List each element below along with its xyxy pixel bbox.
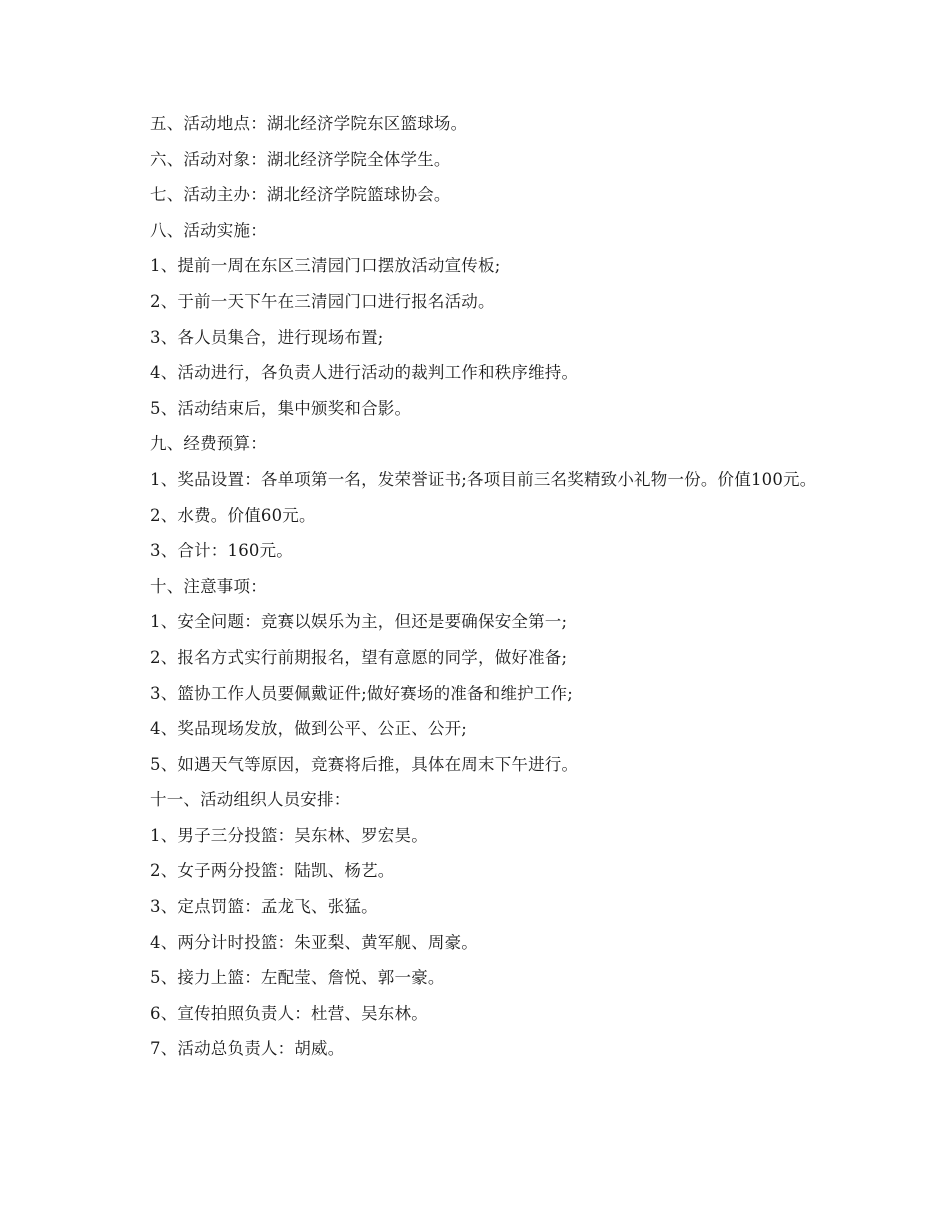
paragraph-organizer: 七、活动主办：湖北经济学院篮球协会。 [150, 185, 451, 205]
list-item: 7、活动总负责人：胡威。 [150, 1039, 345, 1059]
section-heading-staff: 十一、活动组织人员安排： [150, 790, 351, 810]
list-item: 4、两分计时投篮：朱亚梨、黄军舰、周豪。 [150, 932, 478, 952]
list-item: 4、活动进行，各负责人进行活动的裁判工作和秩序维持。 [150, 363, 579, 383]
section-heading-implementation: 八、活动实施： [150, 220, 267, 240]
list-item: 3、定点罚篮：孟龙飞、张猛。 [150, 897, 378, 917]
paragraph-venue: 五、活动地点：湖北经济学院东区篮球场。 [150, 114, 468, 133]
list-item: 5、接力上篮：左配莹、詹悦、郭一豪。 [150, 968, 445, 988]
list-item: 1、奖品设置：各单项第一名，发荣誉证书;各项目前三名奖精致小礼物一份。价值100元。 [150, 469, 817, 489]
section-heading-budget: 九、经费预算： [150, 434, 267, 454]
list-item: 4、奖品现场发放，做到公平、公正、公开; [150, 719, 468, 739]
list-item: 3、篮协工作人员要佩戴证件;做好赛场的准备和维护工作; [150, 683, 574, 703]
list-item: 2、报名方式实行前期报名，望有意愿的同学，做好准备; [150, 647, 568, 667]
list-item: 2、于前一天下午在三清园门口进行报名活动。 [150, 291, 495, 311]
list-item: 5、如遇天气等原因，竞赛将后推，具体在周末下午进行。 [150, 754, 579, 774]
list-item: 3、合计：160元。 [150, 541, 293, 561]
list-item: 2、水费。价值60元。 [150, 505, 316, 525]
section-heading-notes: 十、注意事项： [150, 576, 267, 596]
list-item: 3、各人员集合，进行现场布置; [150, 327, 384, 347]
list-item: 2、女子两分投篮：陆凯、杨艺。 [150, 861, 395, 881]
list-item: 1、安全问题：竞赛以娱乐为主，但还是要确保安全第一; [150, 612, 568, 632]
list-item: 5、活动结束后，集中颁奖和合影。 [150, 398, 412, 418]
list-item: 1、男子三分投篮：吴东林、罗宏昊。 [150, 825, 428, 845]
paragraph-audience: 六、活动对象：湖北经济学院全体学生。 [150, 149, 451, 169]
document-body [115, 112, 820, 1073]
list-item: 1、提前一周在东区三清园门口摆放活动宣传板; [150, 256, 501, 276]
list-item: 6、宣传拍照负责人：杜营、吴东林。 [150, 1003, 428, 1023]
